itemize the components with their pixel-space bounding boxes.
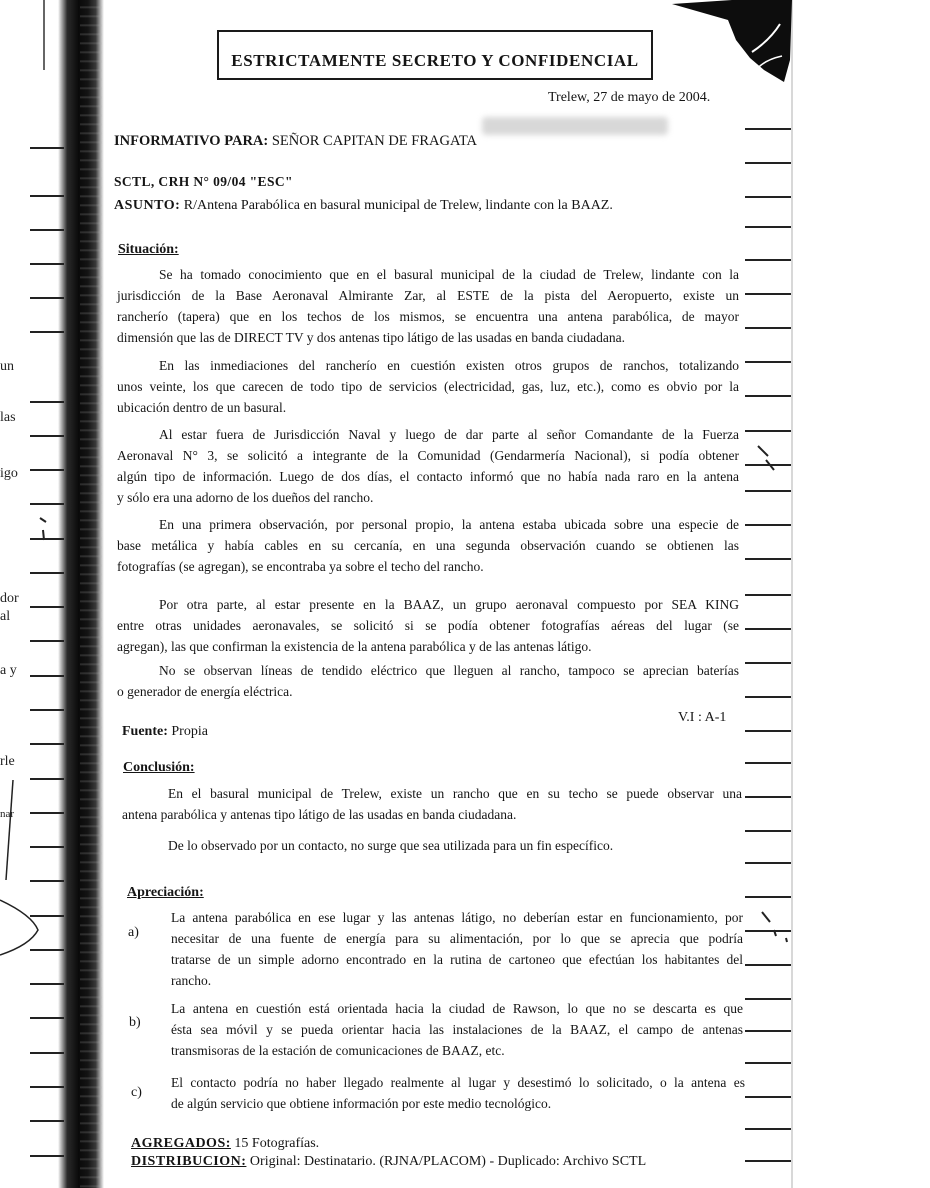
item-line: La antena en cuestión está orientada hacia la ciudad de Rawson, lo que no se descarta es que <box>171 1001 743 1016</box>
agregados-line <box>131 1136 319 1152</box>
paragraph-line: rancherío (tapera) que en los techos de los mismos, se encuentra una antena parabólica, de mayor <box>117 309 739 324</box>
fragment-word: igo <box>0 466 18 481</box>
situacion-paragraph <box>117 424 739 508</box>
asunto-line <box>114 198 613 214</box>
paragraph-line: fotografías (se agregan), se encontraba ya sobre el techo del rancho. <box>117 559 484 574</box>
paragraph-line: antena parabólica y antenas tipo látigo de las usadas en banda ciudadana. <box>122 807 517 822</box>
informativo-value: SEÑOR CAPITAN DE FRAGATA <box>271 133 477 149</box>
informativo-label: INFORMATIVO PARA: <box>114 133 269 149</box>
paragraph-line: entre otras unidades aeronavales, se solicitó si se podía obtener fotografías aéreas del lugar (se <box>117 618 739 633</box>
classification-box <box>217 30 653 80</box>
situacion-paragraph <box>117 514 739 577</box>
paragraph-line: dimensión que las de DIRECT TV y dos antenas tipo látigo de las usadas en banda ciudadana. <box>117 330 626 345</box>
item-line: tratarse de un simple adorno encontrado en la rutina de cartoneo que efectúan los habitantes del <box>171 952 743 967</box>
classification-title: ESTRICTAMENTE SECRETO Y CONFIDENCIAL <box>231 51 639 70</box>
asunto-label: ASUNTO: <box>114 198 181 213</box>
paragraph-line: En las inmediaciones del rancherío en cuestión existen otros grupos de ranchos, totalizando <box>159 358 739 373</box>
item-line: transmisoras de la estación de comunicaciones de BAAZ, etc. <box>171 1043 505 1058</box>
item-line: necesitar de una fuente de energía para su alimentación, por lo que se aprecia que podría <box>171 931 743 946</box>
fragment-word: dor <box>0 591 19 606</box>
reference-line: SCTL, CRH N° 09/04 "ESC" <box>114 174 293 189</box>
paragraph-line: Por otra parte, al estar presente en la BAAZ, un grupo aeronaval compuesto por SEA KING <box>159 597 739 612</box>
fragment-word: las <box>0 410 16 425</box>
situacion-heading: Situación: <box>118 242 179 257</box>
paragraph-line: Se ha tomado conocimiento que en el basural municipal de la ciudad de Trelew, lindante con la <box>159 267 739 282</box>
fuente-value: Propia <box>171 724 208 739</box>
conclusion-paragraph <box>122 783 742 825</box>
paragraph-line: Aeronaval N° 3, se solicitó a integrante de la Comunidad (Gendarmería Nacional), si podía obtener <box>117 448 739 463</box>
paragraph-line: jurisdicción de la Base Aeronaval Almirante Zar, al ESTE de la pista del Aeropuerto, existe un <box>117 288 739 303</box>
item-line: de algún servicio que obtiene información por este medio tecnológico. <box>171 1096 552 1111</box>
situacion-paragraph <box>117 355 739 418</box>
distribucion-line <box>131 1154 646 1170</box>
conclusion-heading: Conclusión: <box>123 760 195 775</box>
distribucion-label: DISTRIBUCION: <box>131 1154 247 1169</box>
fragment-word: rle <box>0 754 15 769</box>
paragraph-line: ubicación dentro de un basural. <box>117 400 287 415</box>
item-line: rancho. <box>171 973 212 988</box>
apreciacion-heading: Apreciación: <box>127 885 204 900</box>
paragraph-line: En una primera observación, por personal propio, la antena estaba ubicada sobre una especie de <box>159 517 739 532</box>
fragment-word: nar <box>0 808 15 820</box>
redacted-name <box>482 117 668 135</box>
situacion-paragraph <box>117 660 739 702</box>
fragment-word: al <box>0 609 11 624</box>
fuente-label: Fuente: <box>122 724 168 739</box>
fuente-line <box>122 724 208 740</box>
agregados-value: 15 Fotografías. <box>234 1136 320 1151</box>
item-letter: c) <box>131 1085 142 1100</box>
paragraph-line: o generador de energía eléctrica. <box>117 684 293 699</box>
paragraph-line: base metálica y había cables en su cercanía, en una segunda observación cuando se obtienen las <box>117 538 739 553</box>
fragment-word: un <box>0 359 14 374</box>
item-line: El contacto podría no haber llegado realmente al lugar y desestimó lo solicitado, o la antena es <box>171 1075 745 1090</box>
agregados-label: AGREGADOS: <box>131 1136 231 1151</box>
conclusion-paragraph: De lo observado por un contacto, no surge que sea utilizada para un fin específico. <box>168 838 614 853</box>
place-date: Trelew, 27 de mayo de 2004. <box>548 90 711 105</box>
apreciacion-item <box>171 998 743 1061</box>
informativo-line <box>114 133 477 150</box>
apreciacion-item <box>171 1072 745 1114</box>
item-line: ésta sea móvil y se pueda orientar hacia las instalaciones de la BAAZ, el campo de antenas <box>171 1022 743 1037</box>
distribucion-value: Original: Destinatario. (RJNA/PLACOM) - Duplicado: Archivo SCTL <box>249 1154 647 1169</box>
item-line: La antena parabólica en ese lugar y las antenas látigo, no deberían estar en funcionamiento, por <box>171 910 743 925</box>
apreciacion-item <box>171 907 743 991</box>
item-letter: a) <box>128 925 139 940</box>
paragraph-line: Al estar fuera de Jurisdicción Naval y luego de dar parte al señor Comandante de la Fuerza <box>159 427 739 442</box>
fragment-word: a y <box>0 663 17 678</box>
situacion-paragraph <box>117 594 739 657</box>
paragraph-line: algún tipo de información. Luego de dos días, el contacto informó que no había nada raro en la antena <box>117 469 739 484</box>
paragraph-line: En el basural municipal de Trelew, existe un rancho que en su techo se puede observar una <box>168 786 742 801</box>
paragraph-line: unos veinte, los que carecen de todo tipo de servicios (electricidad, gas, luz, etc.), como es obvio por la <box>117 379 739 394</box>
item-letter: b) <box>129 1015 141 1030</box>
paragraph-line: agregan), las que confirman la existencia de la antena parabólica y de las antenas látigo. <box>117 639 592 654</box>
asunto-value: R/Antena Parabólica en basural municipal de Trelew, lindante con la BAAZ. <box>183 198 613 213</box>
vi-code: V.I : A-1 <box>678 710 727 725</box>
situacion-paragraph <box>117 264 739 348</box>
paragraph-line: y sólo era una adorno de los dueños del rancho. <box>117 490 374 505</box>
paragraph-line: No se observan líneas de tendido eléctrico que lleguen al rancho, tampoco se aprecian baterías <box>159 663 739 678</box>
